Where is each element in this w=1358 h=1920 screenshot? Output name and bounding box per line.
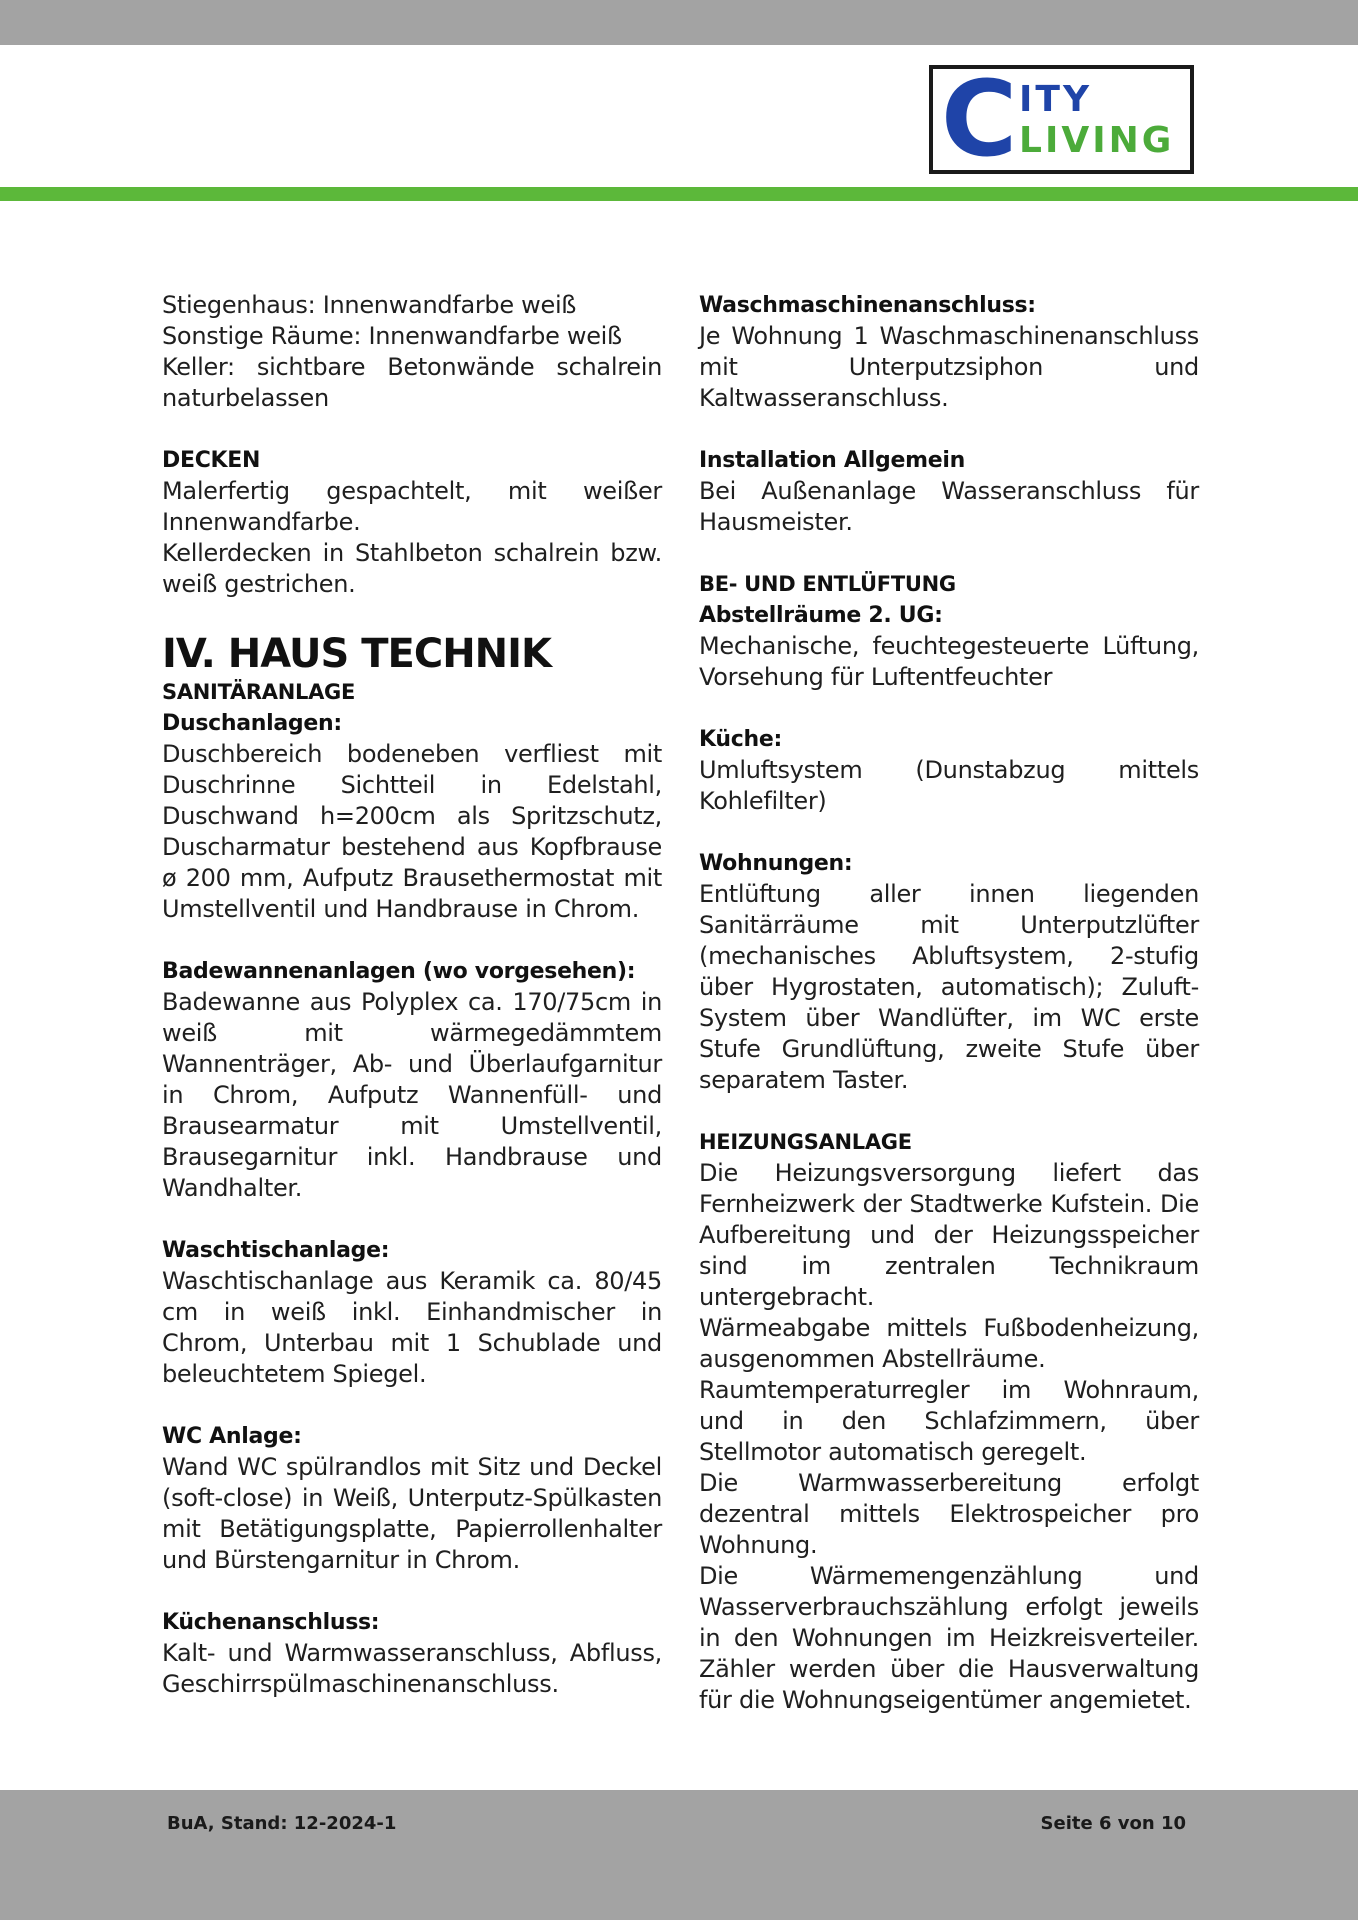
- footer-version: BuA, Stand: 12-2024-1: [167, 1813, 397, 1834]
- logo-word-ity: ITY: [1019, 79, 1093, 120]
- decken-text: Malerfertig gespachtelt, mit weißer Innenwandfarbe. Kellerdecken in Stahlbeton schalrein bzw. weiß gestrichen.: [162, 477, 662, 598]
- heizung-text-4: Die Warmwasserbereitung erfolgt dezentral mittels Elektrospeicher pro Wohnung.: [699, 1469, 1199, 1559]
- bade-heading: Badewannenanlagen (wo vorgesehen):: [162, 959, 636, 984]
- waschmaschinen-text: Je Wohnung 1 Waschmaschinenanschluss mit Unterputzsiphon und Kaltwasseranschluss.: [699, 322, 1199, 412]
- installation-text: Bei Außenanlage Wasseranschluss für Hausmeister.: [699, 477, 1199, 536]
- logo-c-letter: C: [941, 69, 1018, 170]
- wc-heading: WC Anlage:: [162, 1424, 302, 1449]
- kueche-heading: Küche:: [699, 727, 782, 752]
- wall-paint-text: Stiegenhaus: Innenwandfarbe weiß Sonstige Räume: Innenwandfarbe weiß Keller: sichtbare Betonwände schalrein naturbelassen: [162, 291, 662, 412]
- heizung-text-1: Die Heizungsversorgung liefert das Fernheizwerk der Stadtwerke Kufstein. Die Aufbereitung und der Heizungsspeicher sind im zentralen Technikraum untergebracht.: [699, 1159, 1199, 1311]
- heizung-text-5: Die Wärmemengenzählung und Wasserverbrauchszählung erfolgt jeweils in den Wohnungen im Heizkreisverteiler. Zähler werden über die Hausverwaltung für die Wohnungseigentümer angemietet.: [699, 1562, 1199, 1714]
- abstellraeume-text: Mechanische, feuchtegesteuerte Lüftung, Vorsehung für Luftentfeuchter: [699, 632, 1199, 691]
- lueftung-heading: BE- UND ENTLÜFTUNG: [699, 572, 956, 596]
- waschmaschinen-heading: Waschmaschinenanschluss:: [699, 293, 1036, 318]
- abstellraeume-heading: Abstellräume 2. UG:: [699, 603, 943, 628]
- kueche-text: Umluftsystem (Dunstabzug mittels Kohlefilter): [699, 756, 1199, 815]
- dusch-text: Duschbereich bodeneben verfliest mit Duschrinne Sichtteil in Edelstahl, Duschwand h=200cm als Spritzschutz, Duscharmatur bestehend aus Kopfbrause ø 200 mm, Aufputz Brausethermostat mit Umstellventil und Handbrause in Chrom.: [162, 740, 662, 923]
- kuechenanschluss-text: Kalt- und Warmwasseranschluss, Abfluss, Geschirrspülmaschinenanschluss.: [162, 1639, 662, 1698]
- wohnungen-text: Entlüftung aller innen liegenden Sanitärräume mit Unterputzlüfter (mechanisches Abluftsystem, 2-stufig über Hygrostaten, automatisch); Zuluft-System über Wandlüfter, im WC erste Stufe Grundlüftung, zweite Stufe über separatem Taster.: [699, 880, 1199, 1094]
- heizung-text-3: Raumtemperaturregler im Wohnraum, und in den Schlafzimmern, über Stellmotor automatisch geregelt.: [699, 1376, 1199, 1466]
- logo-word-living: LIVING: [1019, 120, 1175, 161]
- decken-heading: DECKEN: [162, 448, 261, 473]
- wc-text: Wand WC spülrandlos mit Sitz und Deckel (soft-close) in Weiß, Unterputz-Spülkasten mit Betätigungsplatte, Papierrollenhalter und Bürstengarnitur in Chrom.: [162, 1453, 662, 1574]
- right-column: [699, 290, 1199, 1716]
- installation-heading: Installation Allgemein: [699, 448, 965, 473]
- header-band: [0, 0, 1358, 45]
- bade-text: Badewanne aus Polyplex ca. 170/75cm in weiß mit wärmegedämmtem Wannenträger, Ab- und Überlaufgarnitur in Chrom, Aufputz Wannenfüll- und Brausearmatur mit Umstellventil, Brausegarnitur inkl. Handbrause und Wandhalter.: [162, 988, 662, 1202]
- footer-band: [0, 1790, 1358, 1920]
- waschtisch-heading: Waschtischanlage:: [162, 1238, 390, 1263]
- sanitaer-heading: SANITÄRANLAGE: [162, 680, 356, 704]
- logo-graphic: [933, 69, 1190, 170]
- section-title: IV. HAUS TECHNIK: [162, 631, 552, 677]
- footer-page-number: Seite 6 von 10: [1040, 1813, 1186, 1834]
- heizung-heading: HEIZUNGSANLAGE: [699, 1130, 912, 1154]
- wohnungen-heading: Wohnungen:: [699, 851, 853, 876]
- city-living-logo: [929, 65, 1194, 174]
- heizung-text-2: Wärmeabgabe mittels Fußbodenheizung, ausgenommen Abstellräume.: [699, 1314, 1199, 1373]
- left-column: [162, 290, 662, 1700]
- dusch-heading: Duschanlagen:: [162, 711, 342, 736]
- waschtisch-text: Waschtischanlage aus Keramik ca. 80/45 cm in weiß inkl. Einhandmischer in Chrom, Unterbau mit 1 Schublade und beleuchtetem Spiegel.: [162, 1267, 662, 1388]
- kuechenanschluss-heading: Küchenanschluss:: [162, 1610, 380, 1635]
- green-divider: [0, 187, 1358, 201]
